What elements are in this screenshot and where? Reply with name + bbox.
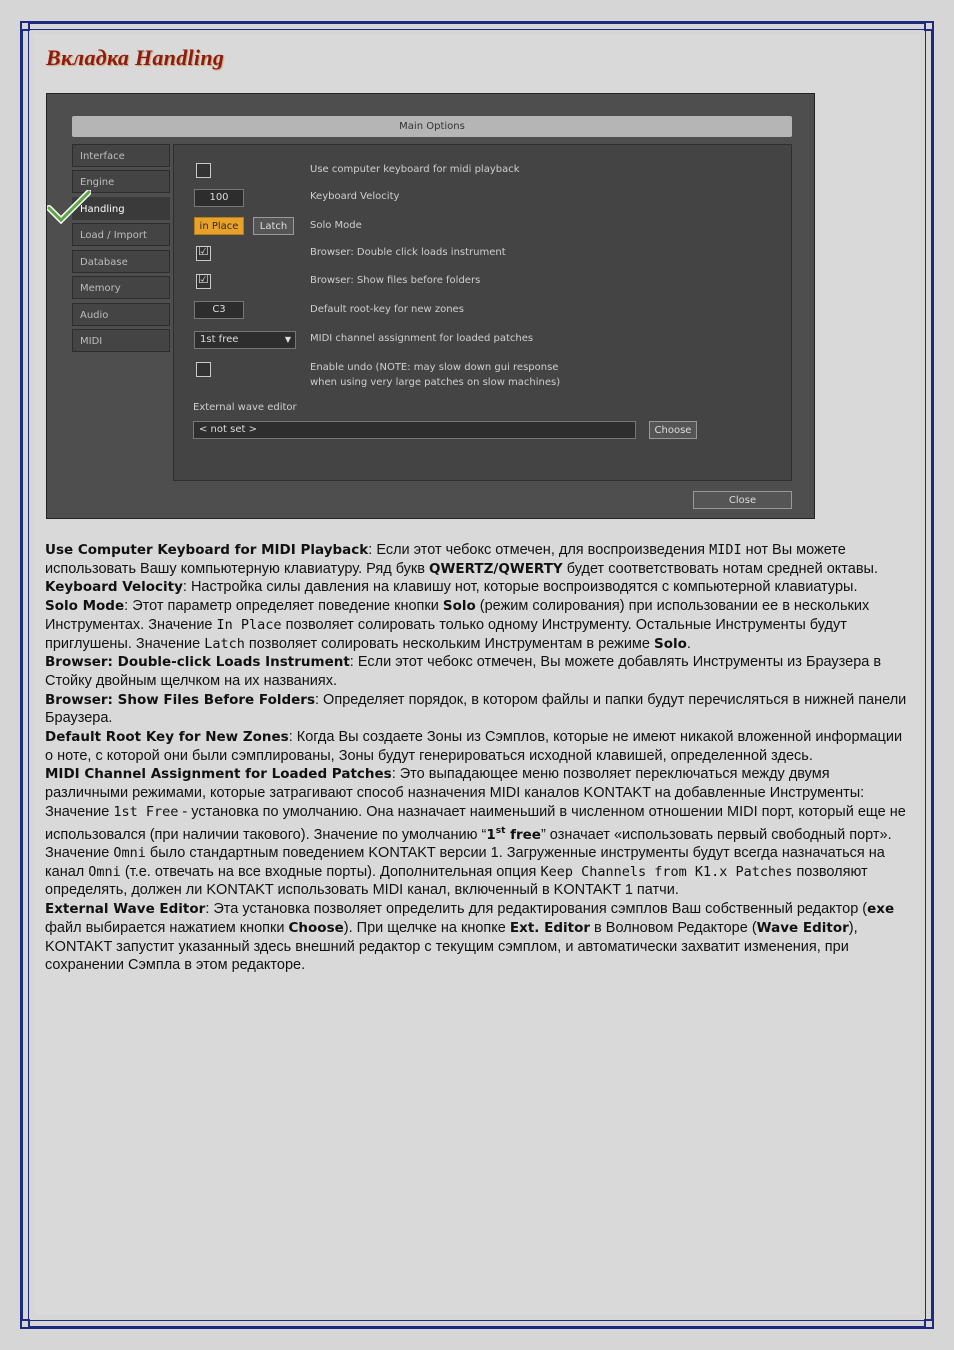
window-title: Main Options xyxy=(72,116,792,137)
check-mark-icon: ☑ xyxy=(198,272,209,286)
dropdown-arrow-icon: ▼ xyxy=(284,335,291,344)
paragraph-wave-editor: External Wave Editor: Эта установка позволяет определить для редактирования сэмплов Ваш собственный редактор (exe файл выбирается нажатием кнопки Choose). При щелчке на кнопке Ext. Editor в Волновом Редакторе (Wave Editor), KONTAKT запустит указанный здесь внешний редактор с текущим сэмплом, и автоматически захватит изменения, при сохранении Сэмпла в этом редакторе. xyxy=(45,901,895,974)
tab-memory[interactable]: Memory xyxy=(72,276,170,299)
rootkey-field[interactable]: C3 xyxy=(194,301,244,319)
paragraph-solo-mode: Solo Mode: Этот параметр определяет поведение кнопки Solo (режим солирования) при использовании ее в нескольких Инструментах. Значение In Place позволяет солировать только одному Инструменту. Остальные Инструменты будут приглушены. Значение Latch позволяет солировать нескольким Инструментам в режиме Solo. xyxy=(45,598,870,652)
close-button[interactable]: Close xyxy=(693,491,792,509)
handling-panel xyxy=(173,144,792,481)
midi-channel-dropdown[interactable] xyxy=(194,331,296,349)
tab-audio[interactable]: Audio xyxy=(72,303,170,326)
tab-load-import[interactable]: Load / Import xyxy=(72,223,170,246)
choose-button[interactable]: Choose xyxy=(649,421,697,439)
tab-handling[interactable]: Handling xyxy=(72,197,170,220)
solo-latch-button[interactable]: Latch xyxy=(253,217,294,235)
frame-corner xyxy=(20,21,30,31)
rootkey-label: Default root-key for new zones xyxy=(310,304,464,315)
wave-editor-path-field[interactable]: < not set > xyxy=(193,421,636,439)
keyboard-playback-checkbox[interactable] xyxy=(196,163,211,178)
showfiles-checkbox[interactable] xyxy=(196,274,211,289)
paragraph-show-files: Browser: Show Files Before Folders: Определяет порядок, в котором файлы и папки будут перечисляться в нижней панели Браузера. xyxy=(45,691,907,727)
wave-editor-label: External wave editor xyxy=(193,402,297,413)
main-options-screenshot xyxy=(46,93,815,519)
description-text xyxy=(45,541,907,975)
frame-corner xyxy=(20,1319,30,1329)
undo-label-line2: when using very large patches on slow machines) xyxy=(310,377,561,388)
velocity-field[interactable]: 100 xyxy=(194,189,244,207)
selected-check-icon xyxy=(47,190,91,224)
solo-mode-label: Solo Mode xyxy=(310,220,362,231)
velocity-label: Keyboard Velocity xyxy=(310,191,400,202)
midi-channel-label: MIDI channel assignment for loaded patches xyxy=(310,333,534,344)
tab-database[interactable]: Database xyxy=(72,250,170,273)
paragraph-keyboard-playback: Use Computer Keyboard for MIDI Playback: Если этот чебокс отмечен, для воспроизведения MIDI нот Вы можете использовать Вашу компьютерную клавиатуру. Ряд букв QWERTZ/QWERTY будет соответствовать нотам средней октавы. xyxy=(45,542,878,577)
tab-midi[interactable]: MIDI xyxy=(72,329,170,352)
tab-engine[interactable]: Engine xyxy=(72,170,170,193)
page-heading: Вкладка Handling xyxy=(46,45,225,70)
dblclick-checkbox[interactable] xyxy=(196,246,211,261)
solo-inplace-button[interactable]: in Place xyxy=(194,217,244,235)
paragraph-double-click: Browser: Double-click Loads Instrument: Если этот чебокс отмечен, Вы можете добавлять Инструменты из Браузера в Стойку двойным щелчком на их названиях. xyxy=(45,654,882,689)
showfiles-label: Browser: Show files before folders xyxy=(310,275,481,286)
paragraph-root-key: Default Root Key for New Zones: Когда Вы создаете Зоны из Сэмплов, которые не имеют никакой вложенной информации о ноте, с которой они были сэмплированы, Зоны будут генерироваться исходной клавишей, определенной здесь. xyxy=(45,729,903,764)
paragraph-keyboard-velocity: Keyboard Velocity: Настройка силы давления на клавишу нот, которые воспроизводятся с компьютерной клавиатуры. xyxy=(45,579,858,596)
keyboard-playback-label: Use computer keyboard for midi playback xyxy=(310,164,520,175)
frame-corner xyxy=(924,1319,934,1329)
undo-label-line1: Enable undo (NOTE: may slow down gui response xyxy=(310,362,559,373)
tab-interface[interactable]: Interface xyxy=(72,144,170,167)
paragraph-midi-channel: MIDI Channel Assignment for Loaded Patches: Это выпадающее меню позволяет переключаться между двумя различными режимами, которые затрагивают способ назначения MIDI каналов KONTAKT на добавленные Инструменты: Значение 1st Free - установка по умолчанию. Она назначает наименьший в численном отношении MIDI порт, который еще не использовался (при наличии такового). Значение по умолчанию “1st free” означает «использовать первый свободный порт». Значение Omni было стандартным поведением KONTAKT версии 1. Загруженные инструменты будут всегда назначаться на канал Omni (т.е. отвечать на все входные порты). Дополнительная опция Keep Channels from K1.x Patches позволяют определять, должен ли KONTAKT использовать MIDI канал, включенный в KONTAKT 1 патчи. xyxy=(45,766,906,899)
dblclick-label: Browser: Double click loads instrument xyxy=(310,247,506,258)
undo-checkbox[interactable] xyxy=(196,362,211,377)
frame-corner xyxy=(924,21,934,31)
check-mark-icon: ☑ xyxy=(198,244,209,258)
midi-channel-value: 1st free xyxy=(200,334,239,345)
